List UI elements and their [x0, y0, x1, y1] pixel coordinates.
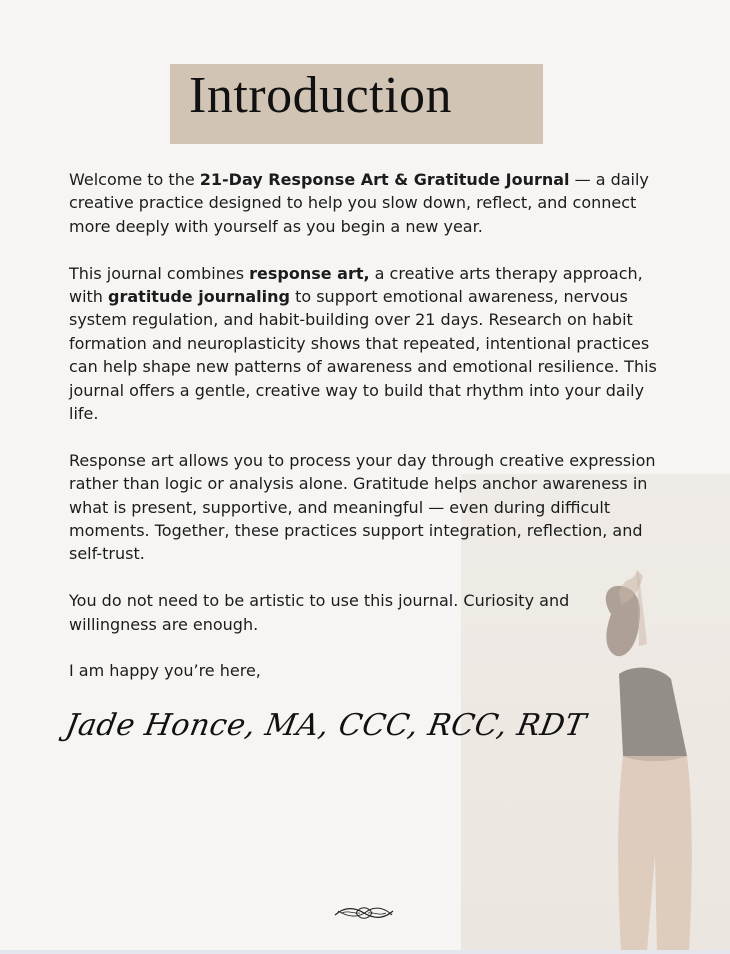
- author-signature: Jade Honce, MA, CCC, RCC, RDT: [62, 708, 589, 743]
- page-bottom-edge: [0, 950, 730, 954]
- text-run: Response art allows you to process your day through creative expression rather than logic or analysis alone. Gratitude helps anchor awareness in what is present, supportive, and meaningful — even during difficult moments. Together, these practices support integration, reflection, and self-trust.: [69, 450, 656, 564]
- intro-paragraph: [69, 449, 659, 566]
- text-run: a creative arts therapy approach, with: [69, 263, 643, 307]
- text-run: to support emotional awareness, nervous system regulation, and habit-building over 21 days. Research on habit formation and neuroplasticity shows that repeated, intentional practices can help shape new patterns of awareness and emotional resilience. This journal offers a gentle, creative way to build that rhythm into your daily life.: [69, 287, 657, 424]
- text-run: I am happy you’re here,: [69, 661, 261, 681]
- text-run: This journal combines: [69, 263, 250, 283]
- intro-body: [69, 168, 659, 706]
- text-run: — a daily creative practice designed to help you slow down, reflect, and connect more deeply with yourself as you begin a new year.: [69, 170, 649, 236]
- intro-paragraph: [69, 168, 659, 238]
- page-title: Introduction: [189, 67, 453, 124]
- flourish-ornament-icon: [332, 902, 396, 924]
- text-run: Welcome to the: [69, 170, 200, 189]
- closing-line: [69, 659, 659, 682]
- intro-paragraph: [69, 589, 659, 636]
- text-run: You do not need to be artistic to use this journal. Curiosity and willingness are enough.: [69, 591, 570, 634]
- title-banner: [170, 64, 543, 144]
- response-art-term: response art,: [249, 263, 370, 283]
- journal-name: 21-Day Response Art & Gratitude Journal: [199, 170, 570, 189]
- intro-paragraph: [69, 262, 659, 426]
- gratitude-journaling-term: gratitude journaling: [108, 287, 290, 307]
